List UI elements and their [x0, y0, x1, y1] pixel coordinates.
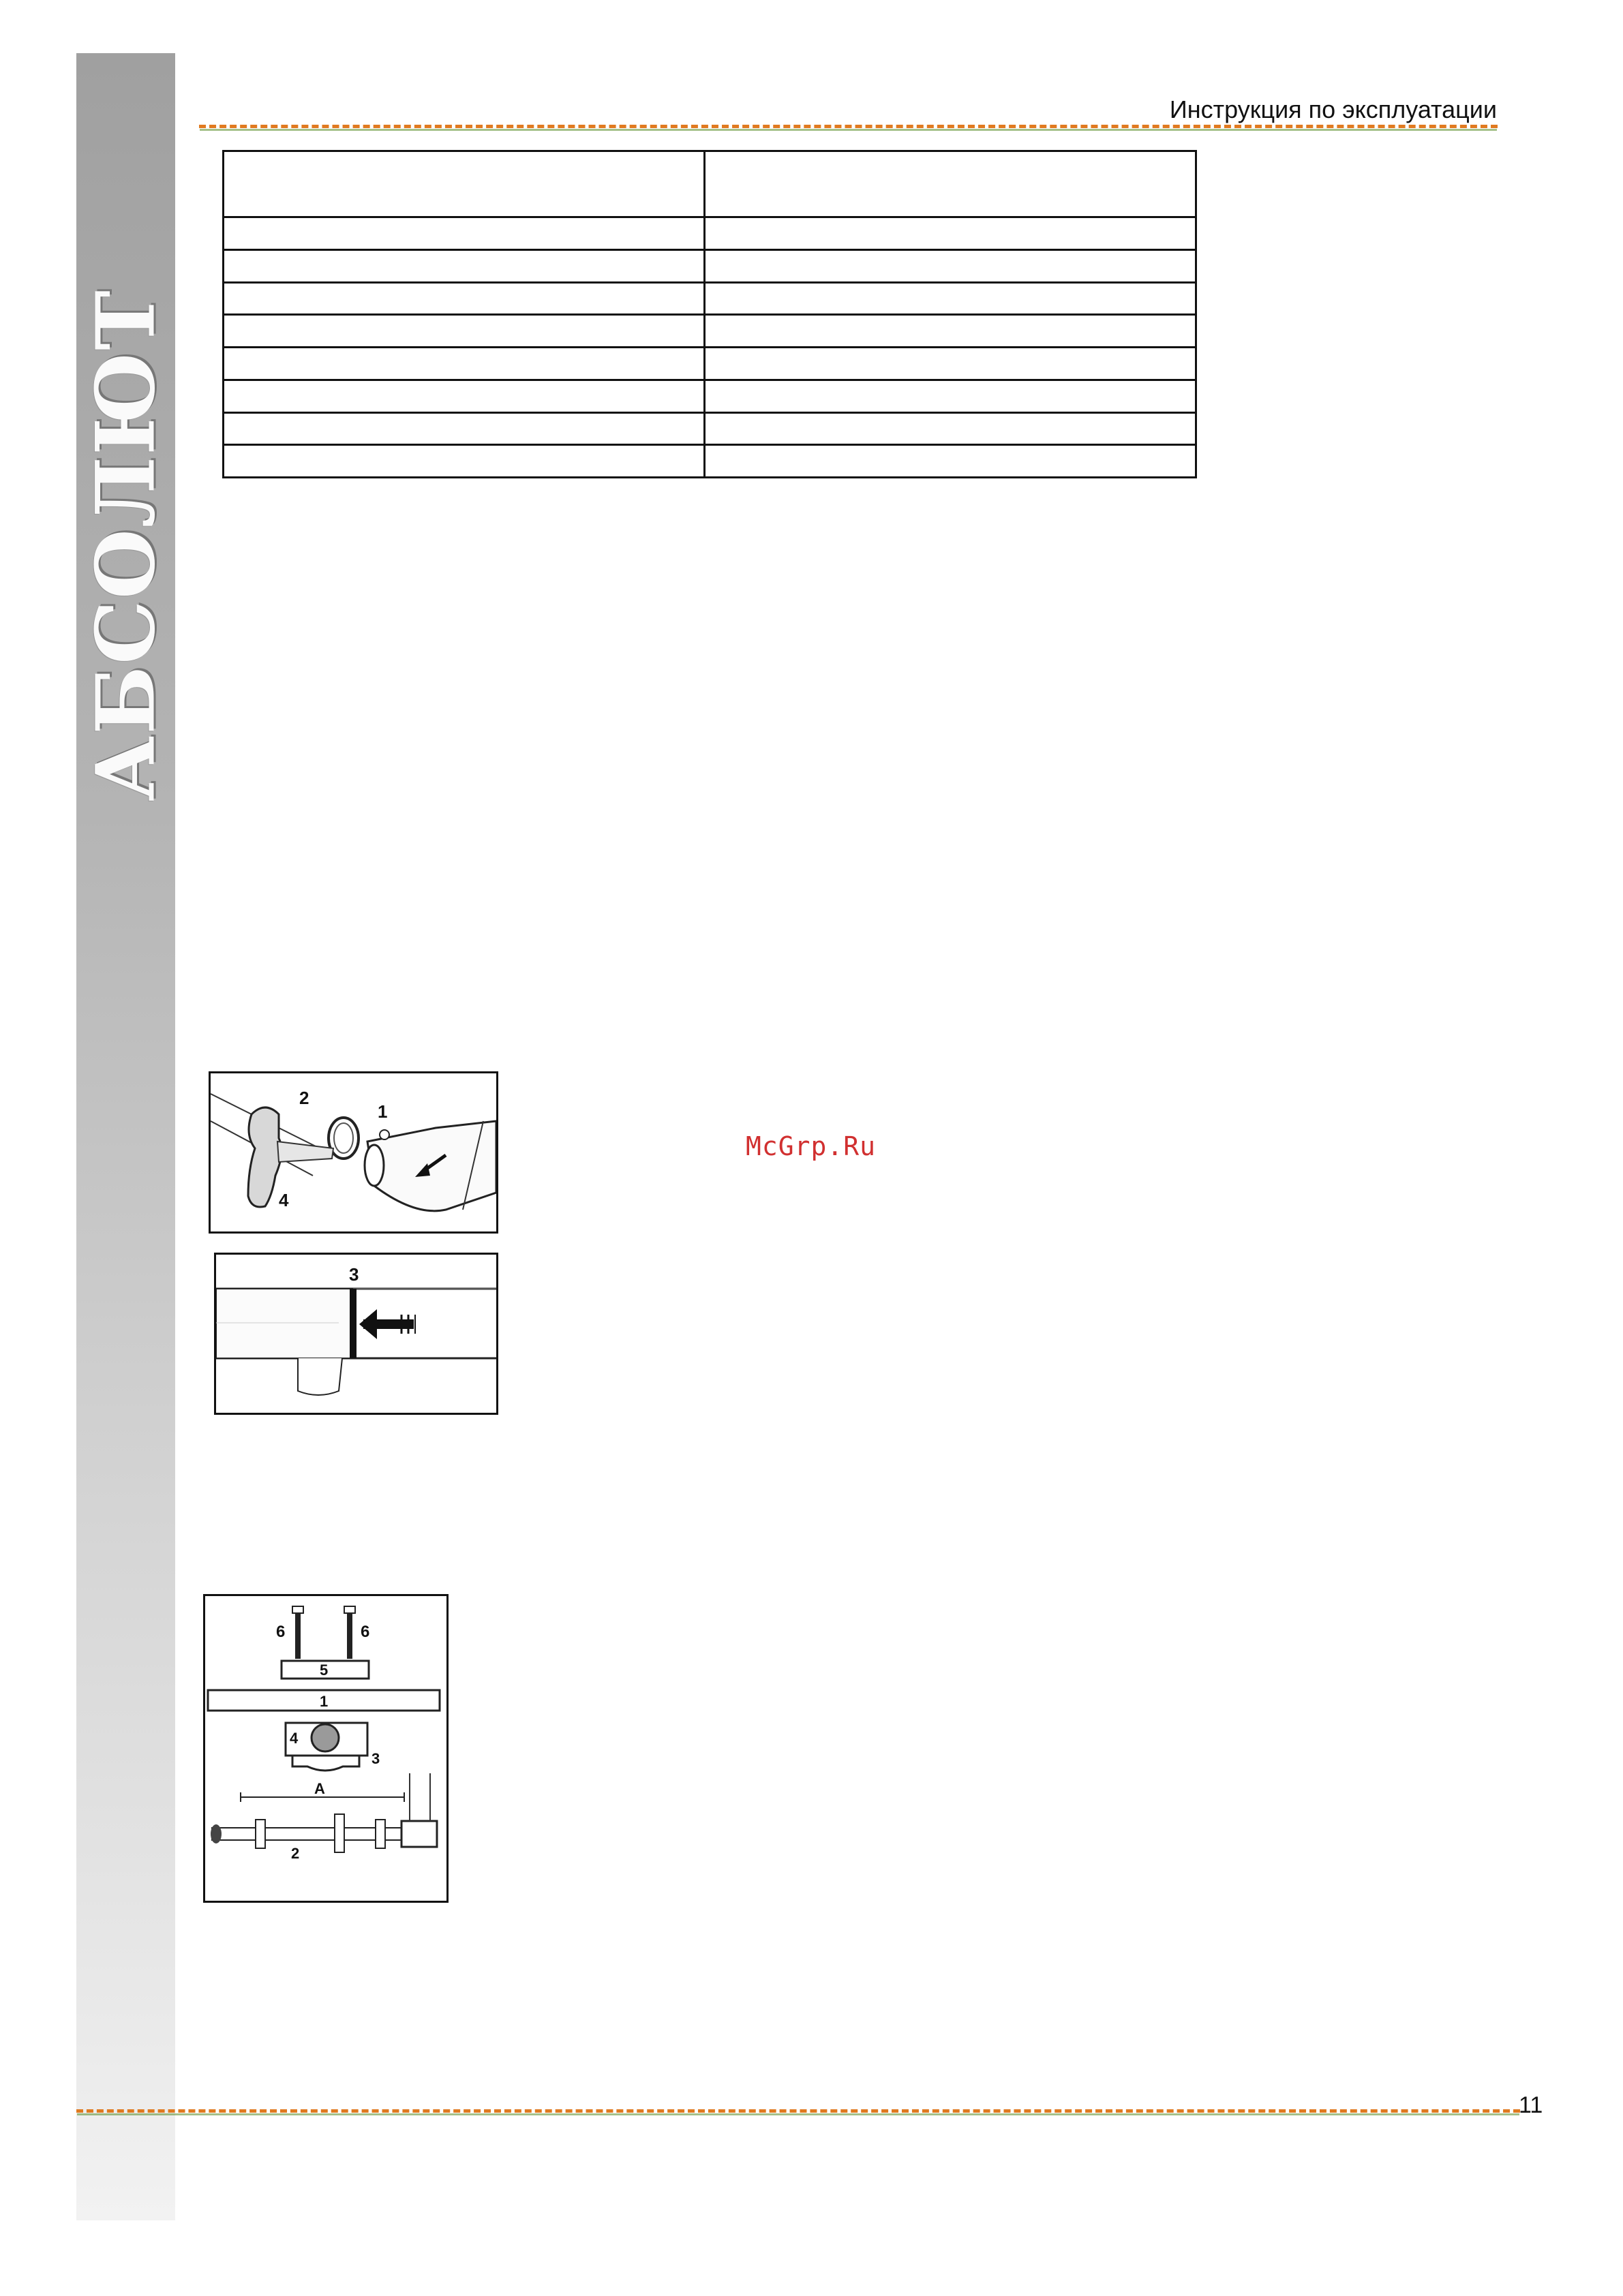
figure-label: 2 — [299, 1088, 309, 1108]
table-cell — [224, 249, 705, 282]
table-cell — [224, 348, 705, 380]
table-header-row — [224, 151, 1196, 217]
table-row — [224, 348, 1196, 380]
figure-label: 1 — [320, 1693, 329, 1710]
shaft-insertion-illustration — [216, 1255, 496, 1413]
table-cell — [705, 217, 1196, 250]
table-cell — [705, 315, 1196, 348]
page-header-title: Инструкция по эксплуатации — [1169, 95, 1497, 123]
figure-label: 4 — [290, 1730, 299, 1747]
figure-label: 3 — [349, 1264, 359, 1285]
table-cell — [224, 412, 705, 445]
figure-label: 2 — [291, 1845, 300, 1862]
figure-shaft-insertion — [214, 1253, 498, 1415]
header-divider — [199, 125, 1498, 128]
table-cell — [705, 412, 1196, 445]
table-cell — [705, 249, 1196, 282]
table-cell — [224, 380, 705, 412]
figure-handle-assembly — [209, 1071, 498, 1234]
footer-divider — [76, 2109, 1520, 2113]
watermark-link[interactable]: McGrp.Ru — [746, 1131, 877, 1161]
table-row — [224, 412, 1196, 445]
figure-label: 6 — [361, 1623, 370, 1641]
page-number: 11 — [1519, 2092, 1543, 2118]
brand-text: АБСОЛЮТ — [78, 289, 173, 801]
clamp-fixing-illustration — [205, 1596, 446, 1901]
table-cell — [224, 315, 705, 348]
table-cell — [705, 380, 1196, 412]
figure-label: 4 — [279, 1190, 289, 1210]
table-row — [224, 249, 1196, 282]
table-row — [224, 380, 1196, 412]
table-row — [224, 445, 1196, 478]
table-row — [224, 217, 1196, 250]
table-cell — [224, 445, 705, 478]
table-row — [224, 282, 1196, 315]
figure-label: 1 — [378, 1101, 388, 1122]
table-cell — [224, 217, 705, 250]
figure-label: A — [314, 1780, 325, 1797]
figure-label: 5 — [320, 1662, 329, 1679]
figure-clamp-fixing — [203, 1594, 449, 1903]
table-cell — [705, 282, 1196, 315]
table-header-cell — [705, 151, 1196, 217]
figure-label: 6 — [276, 1623, 286, 1641]
figure-label: 3 — [371, 1750, 380, 1767]
spec-table — [222, 150, 1197, 478]
table-header-cell — [224, 151, 705, 217]
table-cell — [705, 445, 1196, 478]
table-cell — [224, 282, 705, 315]
table-cell — [705, 348, 1196, 380]
handle-assembly-illustration — [211, 1073, 496, 1231]
table-row — [224, 315, 1196, 348]
